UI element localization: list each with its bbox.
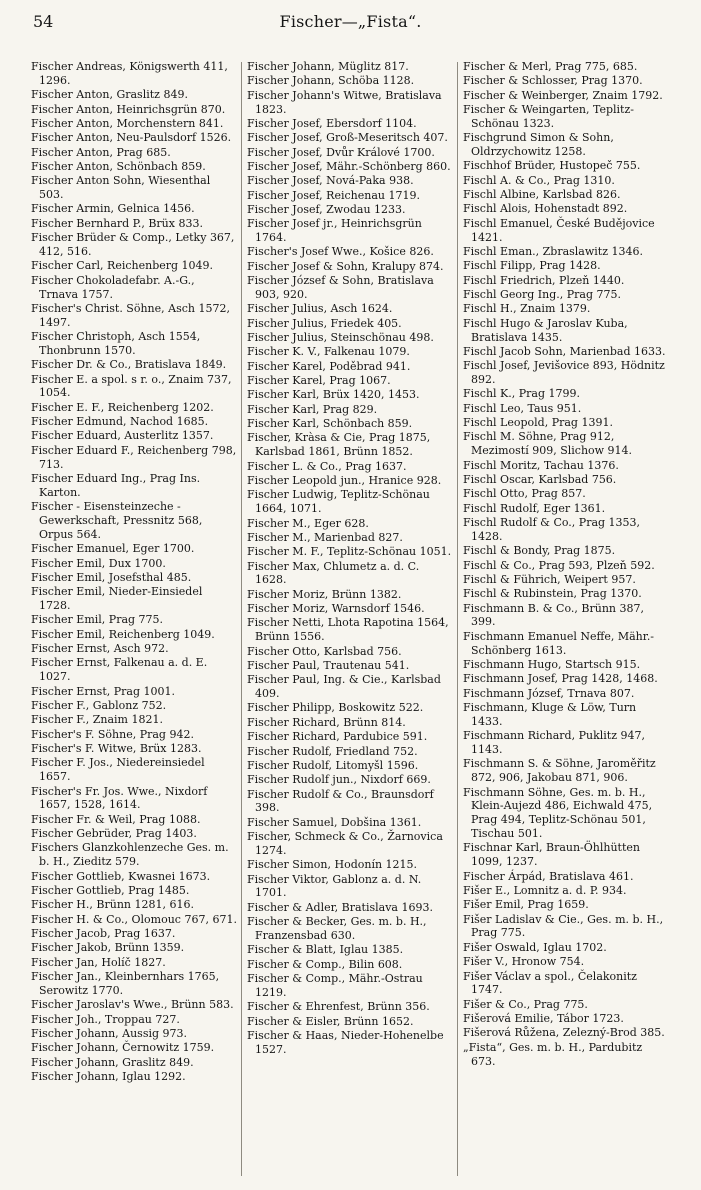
directory-entry: Fischer Anton, Prag 685. [31,145,171,159]
directory-entry: Fischer Andreas, Königswerth 411, 1296. [31,60,228,87]
directory-entry: Fischer Simon, Hodonín 1215. [247,858,418,872]
directory-entry: Fischer Philipp, Boskowitz 522. [247,701,424,715]
directory-entry: Fischer E. F., Reichenberg 1202. [31,400,214,414]
directory-entry: Fischer K. V., Falkenau 1079. [247,345,410,359]
directory-entry: Fischer Emil, Prag 775. [31,613,164,627]
directory-entry: Fischl Moritz, Tachau 1376. [463,458,619,472]
directory-entry: Fischer L. & Co., Prag 1637. [247,459,407,473]
directory-entry: Fischer Karl, Prag 829. [247,402,378,416]
directory-entry: Fischer & Merl, Prag 775, 685. [463,60,638,73]
directory-entry: Fischl Alois, Hohenstadt 892. [463,202,628,216]
directory-entry: Fischer Josef, Mähr.-Schönberg 860. [247,159,451,173]
directory-entry: Fischer Josef & Sohn, Kralupy 874. [247,259,444,273]
directory-entry: Fischmann, Kluge & Löw, Turn 1433. [463,700,637,728]
directory-entry: Fischer Emil, Dux 1700. [31,556,166,570]
directory-entry: Fischer Brüder & Comp., Letky 367, 412, 516. [31,231,235,258]
directory-entry: Fischer Joh., Troppau 727. [31,1012,180,1026]
directory-entry: Fischer Josef, Reichenau 1719. [247,188,420,202]
directory-entry: Fischer Leopold jun., Hranice 928. [247,473,442,487]
directory-entry: Fischer F. Jos., Niedereinsiedel 1657. [31,756,205,784]
directory-entry: Fischmann Emanuel Neffe, Mähr.-Schönberg 1613. [463,629,655,657]
directory-entry: Fischl Leo, Taus 951. [463,401,582,415]
directory-entry: Fischl Emanuel, České Budějovice 1421. [463,216,655,244]
directory-entry: Fischer Karel, Poděbrad 941. [247,359,411,373]
directory-entry: Fischmann Söhne, Ges. m. b. H., Klein-Aujezd 486, Eichwald 475, Prag 494, Teplitz-Schönau 501, Tischau 501. [463,785,653,841]
directory-entry: Fischl & Co., Prag 593, Plzeň 592. [463,558,655,572]
directory-entry: Fischer Viktor, Gablonz a. d. N. 1701. [247,872,422,900]
directory-entry: Fischl Filipp, Prag 1428. [463,259,601,273]
directory-entry: Fišer Ladislav & Cie., Ges. m. b. H., Prag 775. [463,912,664,940]
directory-entry: Fischer & Eisler, Brünn 1652. [247,1014,414,1028]
directory-entry: Fischer Samuel, Dobšina 1361. [247,815,422,829]
directory-entry: Fischnar Karl, Braun-Öhlhütten 1099, 1237. [463,841,640,869]
directory-entry: Fischer M. F., Teplitz-Schönau 1051. [247,545,452,559]
directory-entry: Fischer Josef, Nová-Paka 938. [247,174,414,188]
page-number: 54 [33,12,54,31]
directory-entry: Fischer Edmund, Nachod 1685. [31,415,209,429]
directory-entry: Fischer Johann, Iglau 1292. [31,1069,186,1083]
directory-entry: Fischer Gebrüder, Prag 1403. [31,827,197,841]
directory-entry: Fišer V., Hronow 754. [463,955,585,969]
directory-entry: Fischer & Weingarten, Teplitz-Schönau 1323. [463,103,634,130]
directory-entry: Fischer & Comp., Mähr.-Ostrau 1219. [247,972,423,999]
directory-entry: Fischer Anton, Morchenstern 841. [31,116,224,130]
directory-entry: Fischer Eduard, Austerlitz 1357. [31,429,214,443]
directory-entry: Fischer Christoph, Asch 1554, Thonbrunn 1570. [31,330,201,357]
directory-entry: Fischer H. & Co., Olomouc 767, 671. [31,912,237,926]
directory-entry: Fischer Gottlieb, Prag 1485. [31,883,190,897]
directory-entry: Fischer & Ehrenfest, Brünn 356. [247,1000,430,1014]
directory-entry: Fischmann Hugo, Startsch 915. [463,657,641,671]
directory-entry: Fischl K., Prag 1799. [463,387,581,401]
directory-entry: Fischer & Weinberger, Znaim 1792. [463,88,663,102]
column-1 [31,60,237,1180]
directory-entry: Fischer's Josef Wwe., Košice 826. [247,245,434,259]
directory-entry: Fischer Julius, Asch 1624. [247,302,393,316]
directory-entry: Fischer Julius, Steinschönau 498. [247,331,434,345]
directory-entry: Fischer Jan, Holíč 1827. [31,955,166,969]
directory-entry: Fischer Jacob, Prag 1637. [31,926,176,940]
directory-entry: Fischer Rudolf, Friedland 752. [247,744,418,758]
directory-entry: Fischer Moriz, Warnsdorf 1546. [247,602,425,616]
directory-entry: Fischer Paul, Trautenau 541. [247,658,410,672]
directory-entry: Fischer Ernst, Prag 1001. [31,684,175,698]
directory-entry: Fischer Karl, Brüx 1420, 1453. [247,388,420,402]
directory-entry: „Fista“, Ges. m. b. H., Pardubitz 673. [463,1040,643,1068]
directory-entry: Fischer's Christ. Söhne, Asch 1572, 1497. [31,301,230,329]
directory-entry: Fišer Emil, Prag 1659. [463,898,589,912]
directory-entry: Fischer Otto, Karlsbad 756. [247,644,402,658]
directory-entry: Fischer Emil, Reichenberg 1049. [31,627,215,641]
directory-entry: Fischl H., Znaim 1379. [463,302,591,316]
page-header [33,12,668,36]
directory-entry: Fischer H., Brünn 1281, 616. [31,898,194,912]
directory-entry: Fischmann József, Trnava 807. [463,686,635,700]
directory-entry: Fischer Dr. & Co., Bratislava 1849. [31,358,227,372]
column-3 [463,60,669,1180]
directory-entry: Fischer Jan., Kleinbernhars 1765, Serowitz 1770. [31,970,220,997]
directory-entry: Fischer Moriz, Brünn 1382. [247,587,402,601]
directory-entry: Fischer Emanuel, Eger 1700. [31,542,195,556]
directory-entry: Fischl Oscar, Karlsbad 756. [463,472,617,486]
directory-entry: Fischer Fr. & Weil, Prag 1088. [31,812,201,826]
directory-entry: Fischl & Führich, Weipert 957. [463,572,636,586]
directory-entry: Fišerová Emilie, Tábor 1723. [463,1012,624,1026]
directory-entry: Fischl Albine, Karlsbad 826. [463,188,621,202]
directory-entry: Fischer Karel, Prag 1067. [247,374,391,388]
directory-entry: Fischl & Rubinstein, Prag 1370. [463,587,642,601]
directory-entry: Fischer Chokoladefabr. A.-G., Trnava 1757. [31,273,195,301]
directory-entry: Fischer Jakob, Brünn 1359. [31,941,185,955]
directory-entry: Fischers Glanzkohlenzeche Ges. m. b. H., Zieditz 579. [31,841,229,869]
directory-entry: Fischer M., Eger 628. [247,516,369,530]
directory-entry: Fischl Hugo & Jaroslav Kuba, Bratislava 1435. [463,316,628,344]
directory-entry: Fischer Josef, Groß-Meseritsch 407. [247,131,448,145]
directory-entry: Fischer Ernst, Asch 972. [31,642,169,656]
directory-entry: Fischer Jaroslav's Wwe., Brünn 583. [31,998,234,1012]
directory-entry: Fischer's F. Söhne, Prag 942. [31,727,194,741]
directory-entry: Fischer Rudolf & Co., Braunsdorf 398. [247,787,434,815]
directory-entry: Fischer E. a spol. s r. o., Znaim 737, 1054. [31,372,232,400]
directory-entry: Fischer Ludwig, Teplitz-Schönau 1664, 1071. [247,488,430,516]
directory-entry: Fischer József & Sohn, Bratislava 903, 920. [247,274,434,301]
directory-entry: Fišer E., Lomnitz a. d. P. 934. [463,883,627,897]
directory-entry: Fischmann Richard, Puklitz 947, 1143. [463,729,645,756]
directory-entry: Fischer Johann, Graslitz 849. [31,1055,194,1069]
directory-entry: Fischer Armin, Gelnica 1456. [31,202,195,216]
directory-entry: Fischer Anton Sohn, Wiesenthal 503. [31,174,211,202]
directory-entry: Fischl Rudolf, Eger 1361. [463,501,606,515]
directory-entry: Fischer & Haas, Nieder-Hohenelbe 1527. [247,1028,444,1056]
directory-entry: Fischer - Eisensteinzeche - Gewerkschaft, Pressnitz 568, Orpus 564. [31,500,203,541]
directory-entry: Fischer & Schlosser, Prag 1370. [463,74,643,88]
directory-entry: Fischl M. Söhne, Prag 912, Mezimostí 909, Slichow 914. [463,430,633,458]
directory-entry: Fischer Anton, Schönbach 859. [31,159,206,173]
directory-entry: Fischl Otto, Prag 857. [463,487,586,501]
directory-entry: Fischer & Adler, Bratislava 1693. [247,900,433,914]
directory-entry: Fischer Anton, Neu-Paulsdorf 1526. [31,131,232,145]
directory-entry: Fischer Emil, Nieder-Einsiedel 1728. [31,585,203,613]
directory-entry: Fischer Johann, Černowitz 1759. [31,1041,215,1055]
directory-entry: Fischl Friedrich, Plzeň 1440. [463,273,625,287]
directory-entry: Fischer Anton, Heinrichsgrün 870. [31,102,226,116]
directory-entry: Fischer Rudolf jun., Nixdorf 669. [247,773,431,787]
directory-columns [31,60,671,1180]
directory-entry: Fischl Rudolf & Co., Prag 1353, 1428. [463,516,641,543]
directory-entry: Fischl Josef, Jevišovice 893, Hödnitz 892. [463,359,665,387]
directory-entry: Fischl A. & Co., Prag 1310. [463,173,615,187]
directory-entry: Fischl Leopold, Prag 1391. [463,416,613,430]
directory-entry: Fischer Árpád, Bratislava 461. [463,869,634,883]
directory-entry: Fischer Gottlieb, Kwasnei 1673. [31,869,211,883]
directory-entry: Fischl Eman., Zbraslawitz 1346. [463,244,644,258]
directory-entry: Fišerová Růžena, Zelezný-Brod 385. [463,1026,665,1040]
directory-entry: Fischer Anton, Graslitz 849. [31,88,188,102]
directory-entry: Fischer Paul, Ing. & Cie., Karlsbad 409. [247,673,441,701]
directory-entry: Fischer Johann, Aussig 973. [31,1026,188,1040]
directory-entry: Fišer & Co., Prag 775. [463,997,588,1011]
directory-entry: Fischer Karl, Schönbach 859. [247,417,413,431]
directory-entry: Fischgrund Simon & Sohn, Oldrzychowitz 1258. [463,131,614,159]
directory-entry: Fischer Eduard F., Reichenberg 798, 713. [31,443,237,471]
directory-entry: Fischer Johann, Schöba 1128. [247,74,415,88]
directory-entry: Fischer M., Marienbad 827. [247,530,403,544]
directory-entry: Fischer Max, Chlumetz a. d. C. 1628. [247,559,420,587]
directory-entry: Fischer Josef jr., Heinrichsgrün 1764. [247,217,422,245]
directory-entry: Fischer & Comp., Bilin 608. [247,957,403,971]
directory-entry: Fischmann S. & Söhne, Jaroměřitz 872, 906, Jakobau 871, 906. [463,757,656,785]
directory-entry: Fischer's Fr. Jos. Wwe., Nixdorf 1657, 1528, 1614. [31,784,208,812]
directory-entry: Fischer Josef, Dvůr Králové 1700. [247,145,435,159]
directory-entry: Fischmann Josef, Prag 1428, 1468. [463,672,658,686]
directory-entry: Fischer Josef, Zwodau 1233. [247,202,406,216]
directory-entry: Fischer Julius, Friedek 405. [247,316,402,330]
directory-entry: Fischer Richard, Pardubice 591. [247,730,428,744]
directory-entry: Fischl Georg Ing., Prag 775. [463,288,621,301]
directory-entry: Fischer Bernhard P., Brüx 833. [31,216,203,230]
directory-entry: Fischer Johann's Witwe, Bratislava 1823. [247,88,442,116]
directory-entry: Fischl Jacob Sohn, Marienbad 1633. [463,344,666,358]
directory-entry: Fischl & Bondy, Prag 1875. [463,544,616,558]
directory-entry: Fischer Netti, Lhota Rapotina 1564, Brünn 1556. [247,616,449,644]
directory-entry: Fischer Carl, Reichenberg 1049. [31,259,214,273]
directory-entry: Fišer Václav a spol., Čelakonitz 1747. [463,969,637,997]
directory-entry: Fischer, Kràsa & Cie, Prag 1875, Karlsbad 1861, Brünn 1852. [247,431,431,459]
directory-entry: Fischer F., Gablonz 752. [31,698,167,712]
directory-entry: Fischer & Blatt, Iglau 1385. [247,943,404,957]
column-2 [247,60,453,1180]
directory-entry: Fischer Johann, Müglitz 817. [247,60,409,73]
directory-entry: Fischer & Becker, Ges. m. b. H., Franzensbad 630. [247,915,427,942]
directory-entry: Fischhof Brüder, Hustopeč 755. [463,159,641,173]
running-title: Fischer—„Fista“. [279,12,422,31]
directory-entry: Fišer Oswald, Iglau 1702. [463,940,607,954]
directory-entry: Fischer Emil, Josefsthal 485. [31,570,192,584]
directory-entry: Fischer Eduard Ing., Prag Ins. Karton. [31,471,201,499]
directory-entry: Fischmann B. & Co., Brünn 387, 399. [463,601,644,629]
directory-entry: Fischer Rudolf, Litomyšl 1596. [247,758,419,772]
directory-entry: Fischer, Schmeck & Co., Žarnovica 1274. [247,830,443,857]
directory-entry: Fischer's F. Witwe, Brüx 1283. [31,742,202,755]
directory-entry: Fischer Richard, Brünn 814. [247,715,406,729]
directory-entry: Fischer Ernst, Falkenau a. d. E. 1027. [31,656,208,684]
directory-entry: Fischer Josef, Ebersdorf 1104. [247,116,417,130]
directory-entry: Fischer F., Znaim 1821. [31,713,163,727]
